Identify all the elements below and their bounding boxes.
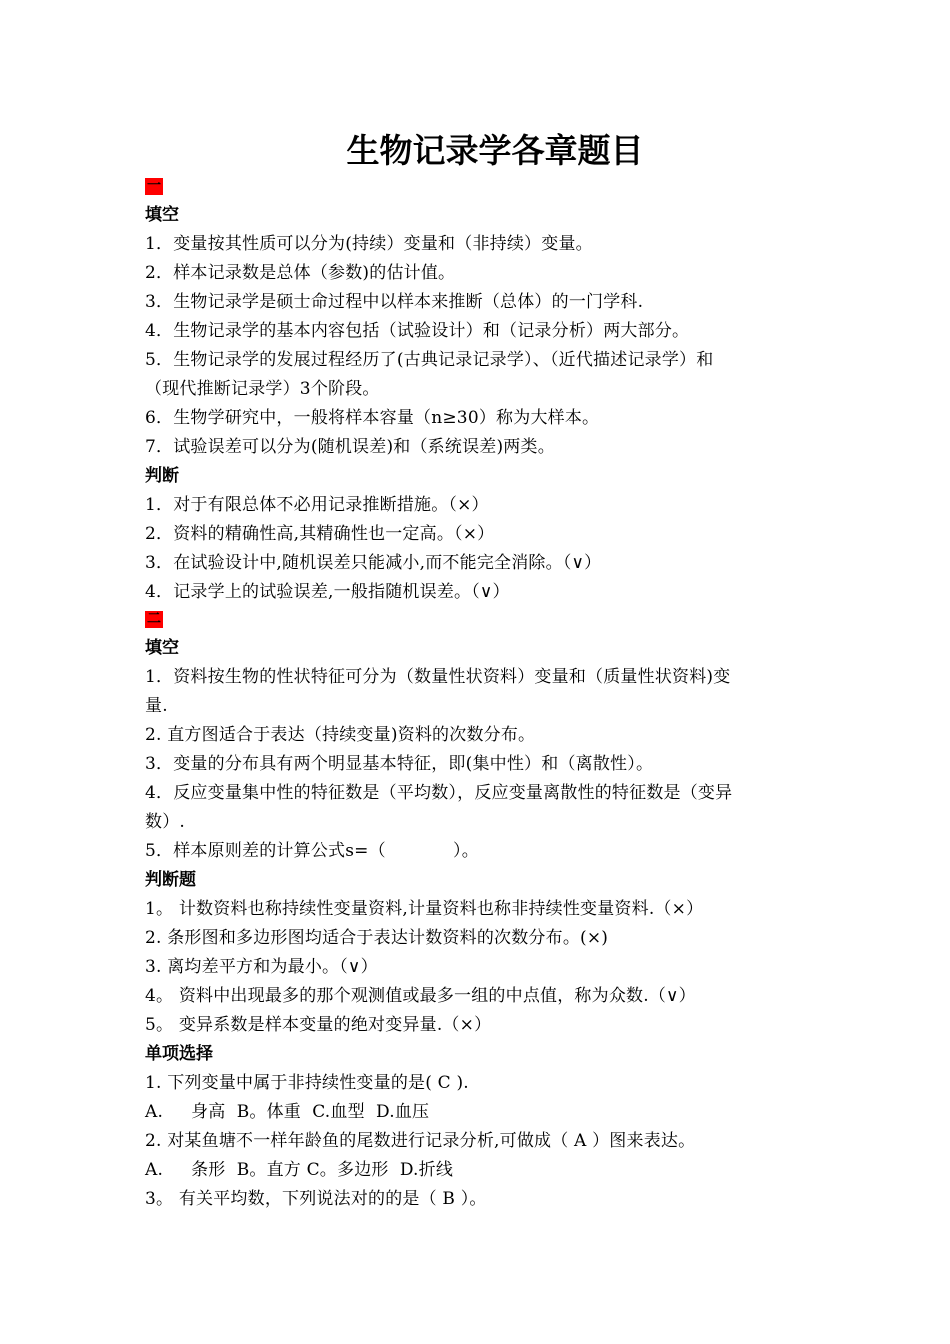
question-line: 1．对于有限总体不必用记录推断措施。（×）	[145, 495, 489, 515]
question-line: 1．资料按生物的性状特征可分为（数量性状资料）变量和（质量性状资料)变	[145, 667, 731, 687]
document-page	[145, 128, 825, 1214]
chapter-marker-label: 二	[147, 611, 161, 627]
question-line: 5．生物记录学的发展过程经历了(古典记录记录学）、（近代描述记录学）和	[145, 350, 714, 370]
question-line: （现代推断记录学）3个阶段。	[145, 379, 380, 399]
question-section	[145, 634, 825, 866]
question-section	[145, 201, 825, 462]
question-line: A. 条形 B。直方 C。多边形 D.折线	[145, 1160, 454, 1180]
question-line: 5．样本原则差的计算公式s=（ ）。	[145, 841, 479, 861]
question-line: 2．资料的精确性高,其精确性也一定高。（×）	[145, 524, 495, 544]
question-line: 数）.	[145, 812, 186, 832]
question-line: 7．试验误差可以分为(随机误差)和（系统误差)两类。	[145, 437, 555, 457]
question-line: 4．生物记录学的基本内容包括（试验设计）和（记录分析）两大部分。	[145, 321, 690, 341]
question-line: 3。 有关平均数，下列说法对的的是（ B ）。	[145, 1189, 487, 1209]
question-line: 2. 条形图和多边形图均适合于表达计数资料的次数分布。(×)	[145, 928, 609, 948]
document-title: 生物记录学各章题目	[346, 131, 644, 170]
chapter-2	[145, 611, 825, 1214]
question-line: 3．生物记录学是硕士命过程中以样本来推断（总体）的一门学科.	[145, 292, 644, 312]
question-section	[145, 866, 825, 1040]
chapter-list	[145, 178, 825, 1214]
chapter-marker	[145, 178, 163, 195]
question-line: 1。 计数资料也称持续性变量资料,计量资料也称非持续性变量资料.（×）	[145, 899, 704, 919]
question-line: 2. 对某鱼塘不一样年龄鱼的尾数进行记录分析,可做成（ A ）图来表达。	[145, 1131, 696, 1151]
question-line: 4．记录学上的试验误差,一般指随机误差。（∨）	[145, 582, 510, 602]
question-line: 1．变量按其性质可以分为(持续）变量和（非持续）变量。	[145, 234, 593, 254]
question-line: 4．反应变量集中性的特征数是（平均数），反应变量离散性的特征数是（变异	[145, 783, 733, 803]
question-line: 3. 离均差平方和为最小。（∨）	[145, 957, 378, 977]
question-line: 2．样本记录数是总体（参数)的估计值。	[145, 263, 456, 283]
question-line: 2. 直方图适合于表达（持续变量)资料的次数分布。	[145, 725, 536, 745]
chapter-1	[145, 178, 825, 607]
question-line: 1. 下列变量中属于非持续性变量的是( C ).	[145, 1073, 469, 1093]
chapter-marker	[145, 611, 163, 628]
section-heading: 单项选择	[145, 1044, 213, 1064]
question-line: 3．变量的分布具有两个明显基本特征，即(集中性）和（离散性）。	[145, 754, 654, 774]
section-heading: 判断题	[145, 870, 196, 890]
question-section	[145, 1040, 825, 1214]
section-heading: 判断	[145, 466, 179, 486]
question-line: A. 身高 B。体重 C.血型 D.血压	[145, 1102, 430, 1122]
section-heading: 填空	[145, 638, 179, 658]
question-line: 6．生物学研究中，一般将样本容量（n≥30）称为大样本。	[145, 408, 600, 428]
question-section	[145, 462, 825, 607]
question-line: 量.	[145, 696, 168, 716]
question-line: 3．在试验设计中,随机误差只能减小,而不能完全消除。（∨）	[145, 553, 602, 573]
question-line: 4。 资料中出现最多的那个观测值或最多一组的中点值，称为众数.（∨）	[145, 986, 696, 1006]
question-line: 5。 变异系数是样本变量的绝对变异量.（×）	[145, 1015, 492, 1035]
section-heading: 填空	[145, 205, 179, 225]
chapter-marker-label: 一	[147, 178, 161, 194]
